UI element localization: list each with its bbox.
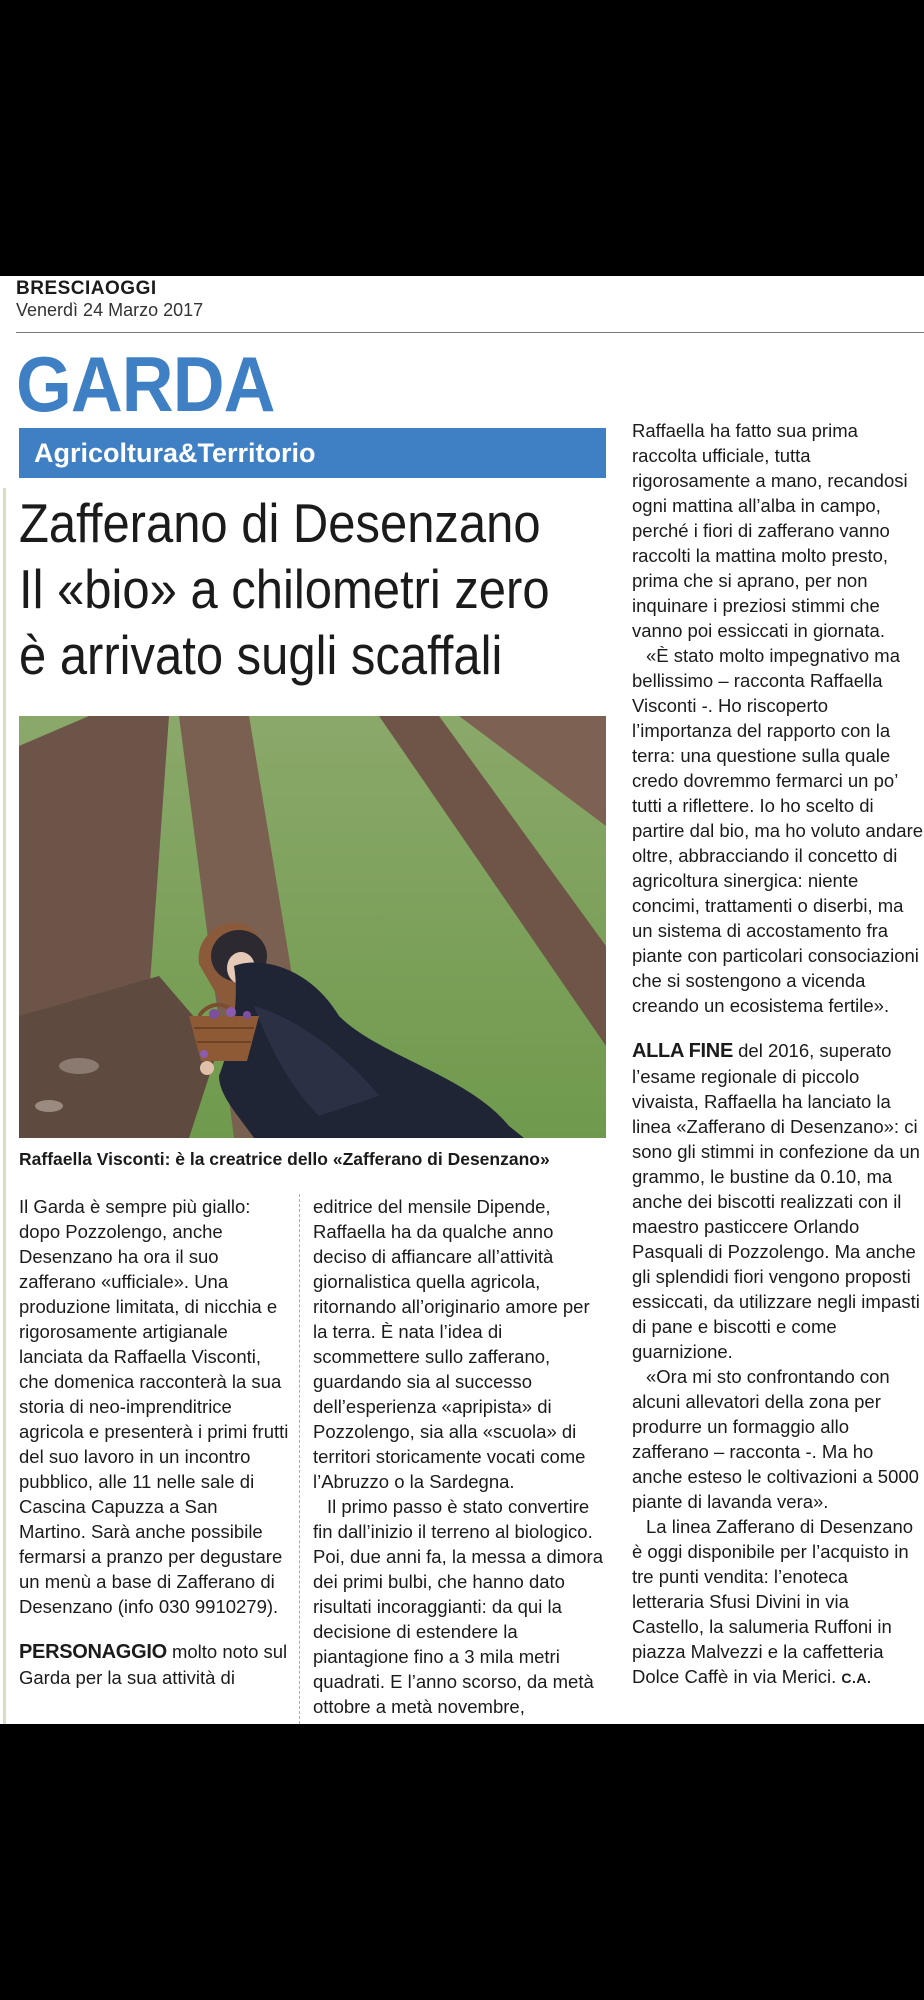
lead-word: PERSONAGGIO <box>19 1641 167 1663</box>
headline-line-1: Zafferano di Desenzano <box>19 492 541 554</box>
article-column-1 <box>19 1194 289 1690</box>
newspaper-name: BRESCIAOGGI <box>16 278 157 299</box>
article-column-2 <box>313 1194 607 1719</box>
subsection-band <box>19 428 606 478</box>
header-divider <box>16 332 924 333</box>
paragraph <box>632 1514 924 1691</box>
paragraph: editrice del mensile Dipende, Raffaella ha da qualche anno deciso di affiancare all’attività giornalistica quella agricola, ritornando all’originario amore per la terra. È nata l’idea di scommettere sullo zafferano, guardando sia al successo dell’esperienza «apripista» di Pozzolengo, sia alla «scuola» di territori storicamente vocati come l’Abruzzo o la Sardegna. <box>313 1196 590 1492</box>
left-margin-bar <box>3 488 6 1724</box>
article-column-3 <box>632 418 924 1691</box>
paragraph: Raffaella ha fatto sua prima raccolta ufficiale, tutta rigorosamente a mano, recandosi ogni mattina all’alba in campo, perché i fiori di zafferano vanno raccolti la mattina molto presto, prima che si aprano, per non inquinare i preziosi stimmi che vanno poi essiccati in giornata. <box>632 420 908 641</box>
paragraph: Il Garda è sempre più giallo: dopo Pozzolengo, anche Desenzano ha ora il suo zafferano «ufficiale». Una produzione limitata, di nicchia e rigorosamente artigianale lanciata da Raffaella Visconti, che domenica racconterà la sua storia di neo-imprenditrice agricola e presenterà i primi frutti del suo lavoro in un incontro pubblico, alle 11 nelle sale di Cascina Capuzza a San Martino. Sarà anche possibile fermarsi a pranzo per degustare un menù a base di Zafferano di Desenzano (info 030 9910279). <box>19 1196 289 1617</box>
publication-date: Venerdì 24 Marzo 2017 <box>16 300 204 320</box>
author-signature: C.A. <box>841 1670 872 1686</box>
paragraph <box>19 1639 289 1690</box>
headline-line-2: Il «bio» a chilometri zero <box>19 558 550 620</box>
photo-caption: Raffaella Visconti: è la creatrice dello «Zafferano di Desenzano» <box>19 1149 550 1169</box>
paragraph <box>632 1038 924 1364</box>
article-headline <box>19 490 553 688</box>
masthead <box>16 278 203 320</box>
newspaper-page <box>0 276 924 1724</box>
article-photo <box>19 716 606 1138</box>
paragraph: Il primo passo è stato convertire fin dall’inizio il terreno al biologico. Poi, due anni fa, la messa a dimora dei primi bulbi, che hanno dato risultati incoraggianti: da qui la decisione di estendere la piantagione fino a 3 mila metri quadrati. E l’anno scorso, da metà ottobre a metà novembre, <box>313 1496 603 1717</box>
paragraph: «È stato molto impegnativo ma bellissimo – racconta Raffaella Visconti -. Ho riscoperto l’importanza del rapporto con la terra: una questione sulla quale credo dovremmo fermarci un po’ tutti a riflettere. Io ho scelto di partire dal bio, ma ho voluto andare oltre, abbracciando il concetto di agricoltura sinergica: niente concimi, trattamenti o diserbi, ma un sistema di accostamento fra piante con particolari consociazioni che si sostengono a vicenda creando un ecosistema fertile». <box>632 645 924 1016</box>
paragraph-text: La linea Zafferano di Desenzano è oggi disponibile per l’acquisto in tre punti vendita: l’enoteca letteraria Sfusi Divini in via Castello, la salumeria Ruffoni in piazza Malvezzi e la caffetteria Dolce Caffè in via Merici. <box>632 1516 914 1687</box>
subsection-label: Agricoltura&Territorio <box>34 438 316 468</box>
paragraph-text: del 2016, superato l’esame regionale di piccolo vivaista, Raffaella ha lanciato la linea «Zafferano di Desenzano»: ci sono gli stimmi in confezione da un grammo, le bustine da 0.10, ma anche dei biscotti realizzati con il maestro pasticcere Orlando Pasquali di Pozzolengo. Ma anche gli splendidi fiori vengono proposti essiccati, da utilizzare negli impasti di pane e biscotti e come guarnizione. <box>632 1040 920 1362</box>
lead-word: ALLA FINE <box>632 1040 733 1062</box>
headline-line-3: è arrivato sugli scaffali <box>19 624 503 686</box>
paragraph: «Ora mi sto confrontando con alcuni allevatori della zona per produrre un formaggio allo zafferano – racconta -. Ma ho anche esteso le coltivazioni a 5000 piante di lavanda vera». <box>632 1366 919 1512</box>
section-title: GARDA <box>16 340 275 428</box>
paragraph-text: molto noto sul Garda per la sua attività di <box>19 1641 288 1688</box>
column-divider <box>299 1194 300 1724</box>
